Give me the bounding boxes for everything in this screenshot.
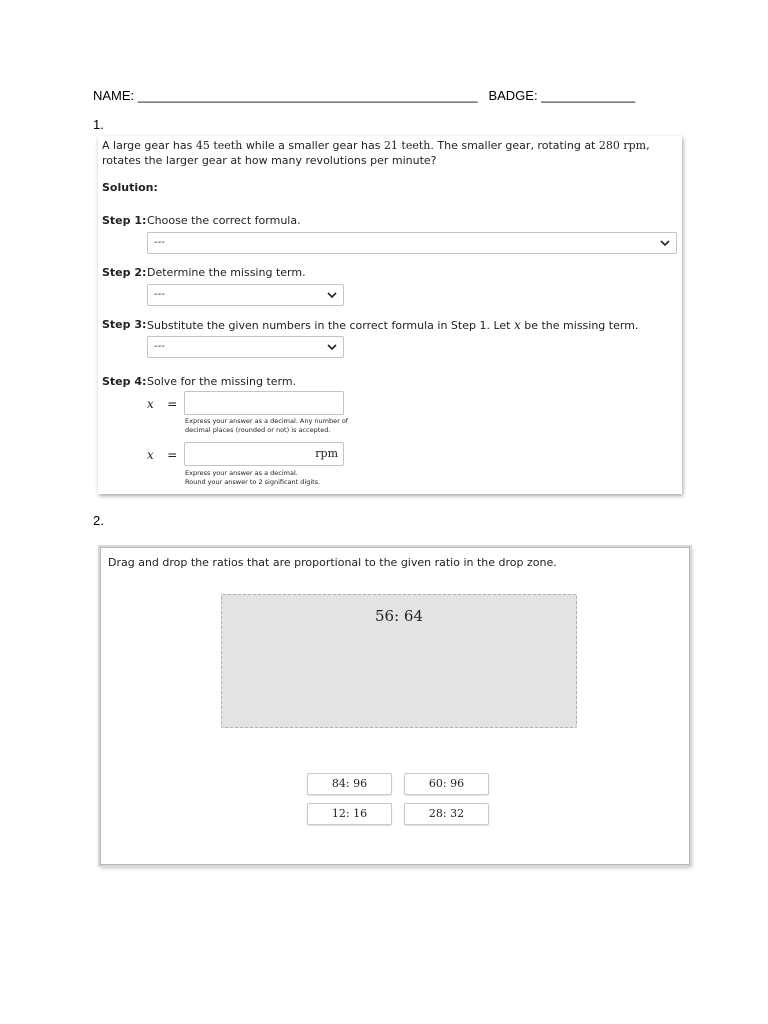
answer-2-hint [185,469,365,486]
step-1-formula-select[interactable] [147,232,677,254]
answer-1-equation [147,397,177,411]
step-2-select-value: --- [154,289,165,300]
chevron-down-icon [660,233,670,253]
hint-line: Express your answer as a decimal. [185,469,298,477]
step-3-text-part: Substitute the given numbers in the correct formula in Step 1. Let [147,319,511,332]
problem-1-card [98,136,682,494]
variable-x: x [513,318,521,332]
equals-sign: = [167,397,178,411]
answer-2-equation [147,448,177,462]
problem-2-card [100,547,690,865]
name-label: NAME: [93,88,135,103]
ratio-option[interactable]: 12: 16 [307,803,392,825]
given-ratio: 56: 64 [375,607,423,625]
question-number-1: 1. [93,117,104,132]
answer-1-hint [185,417,365,434]
step-3-label: Step 3: [102,318,147,331]
equals-sign: = [167,448,178,462]
problem-text-part: while a smaller gear has [245,139,381,152]
ratio-option[interactable]: 60: 96 [404,773,489,795]
step-3-text [147,318,638,332]
name-blank: _______________________________________________ [137,88,478,103]
badge-label: BADGE: [488,88,538,103]
step-4-text: Solve for the missing term. [147,375,297,388]
step-2-label: Step 2: [102,266,147,279]
problem-text-part: . The smaller gear, rotating at [430,139,596,152]
ratio-option[interactable]: 84: 96 [307,773,392,795]
problem-text-part: A large gear has [102,139,193,152]
large-gear-teeth: 45 teeth [195,139,243,152]
step-3-select-value: --- [154,341,165,352]
problem-1-text [102,138,674,168]
step-3-substitution-select[interactable] [147,336,344,358]
answer-1-input[interactable] [184,391,344,415]
question-number-2: 2. [93,513,104,528]
variable-x: x [147,448,154,462]
step-2-term-select[interactable] [147,284,344,306]
step-4-label: Step 4: [102,375,147,388]
hint-line: decimal places (rounded or not) is accepted. [185,425,331,434]
variable-x: x [147,397,154,411]
step-1-select-value: --- [154,237,165,248]
drop-zone[interactable] [221,594,577,728]
answer-2-input[interactable] [184,442,344,466]
step-1-text: Choose the correct formula. [147,214,301,227]
chevron-down-icon [327,285,337,305]
badge-blank: _____________ [541,88,636,103]
hint-line: Express your answer as a decimal. Any number of [185,417,349,425]
ratio-option[interactable]: 28: 32 [404,803,489,825]
small-gear-teeth: 21 teeth [383,139,431,152]
step-1-label: Step 1: [102,214,147,227]
answer-2-unit: rpm [315,447,338,460]
step-3-text-part: be the missing term. [524,319,639,332]
solution-label: Solution: [102,181,158,194]
name-badge-header [93,88,635,103]
problem-text-part: , rotates the larger gear at how many revolutions per minute? [102,139,650,167]
hint-line: Round your answer to 2 significant digits. [185,477,321,486]
step-2-text: Determine the missing term. [147,266,306,279]
problem-2-instructions: Drag and drop the ratios that are proportional to the given ratio in the drop zone. [108,556,557,569]
small-gear-rpm: 280 rpm [598,139,647,152]
chevron-down-icon [327,337,337,357]
